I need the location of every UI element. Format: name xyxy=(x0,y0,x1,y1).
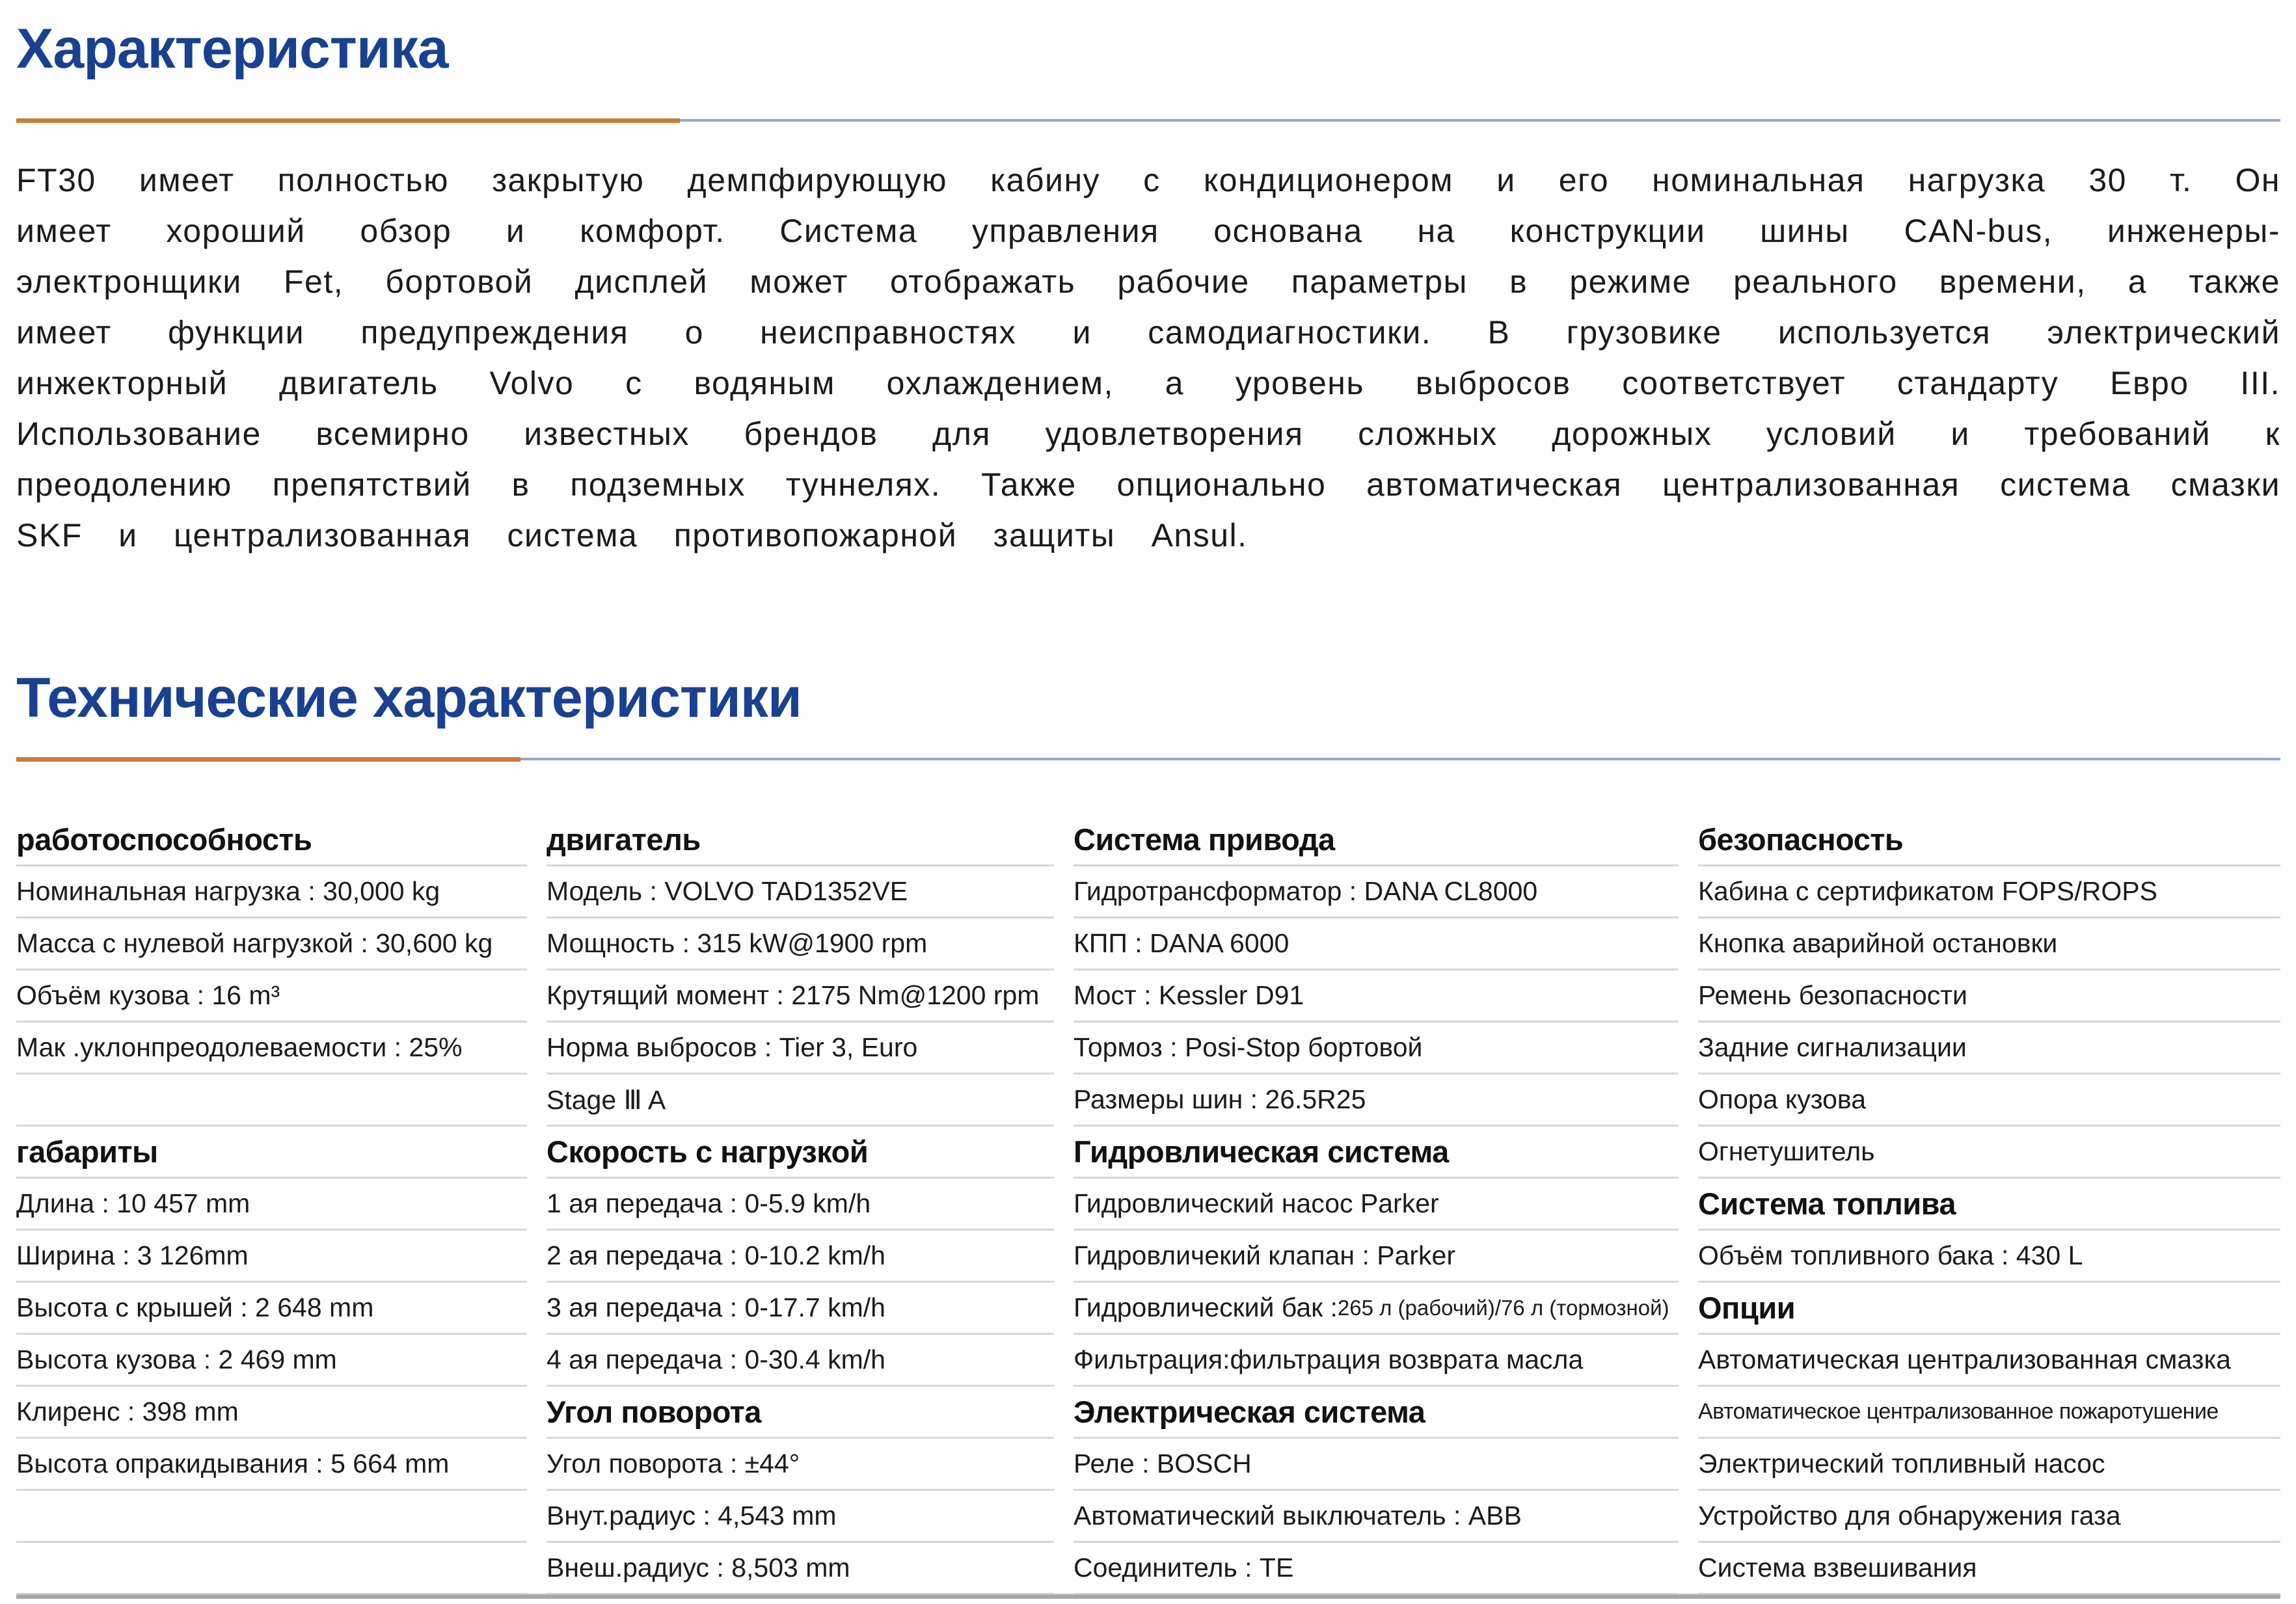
spec-item xyxy=(1698,1023,2280,1075)
spec-item xyxy=(16,1179,527,1231)
spec-item xyxy=(16,1283,527,1335)
spec-item-text: Кнопка аварийной остановки xyxy=(1698,928,2058,958)
spec-item xyxy=(547,1179,1054,1231)
col-drive-hydraulic-electrical xyxy=(1074,814,1679,1595)
spec-item-text: Гидровлический бак : xyxy=(1074,1292,1338,1322)
spec-item-text: Высота опракидывания : 5 664 mm xyxy=(16,1449,450,1478)
spec-section-header-label: габариты xyxy=(16,1134,158,1169)
col-safety-fuel-options xyxy=(1698,814,2280,1595)
accent-bar-orange xyxy=(16,757,520,762)
spec-item xyxy=(547,866,1054,918)
spec-item-text: Клиренс : 398 mm xyxy=(16,1397,239,1426)
spec-item xyxy=(16,970,527,1023)
spec-section-header-label: двигатель xyxy=(547,822,701,857)
spec-item-text: Тормоз : Posi-Stop бортовой xyxy=(1074,1032,1423,1062)
table-bottom-line xyxy=(16,1594,2280,1599)
spec-item xyxy=(1074,1335,1679,1387)
spec-item xyxy=(1698,1543,2280,1595)
col-performance-dimensions xyxy=(16,814,527,1595)
spec-item-text: КПП : DANA 6000 xyxy=(1074,928,1290,958)
spec-item-text: Опора кузова xyxy=(1698,1084,1867,1114)
spec-item xyxy=(547,970,1054,1023)
spec-item-text: 4 ая передача : 0-30.4 km/h xyxy=(547,1344,885,1374)
spec-item xyxy=(547,1439,1054,1491)
spec-item-text: Ширина : 3 126mm xyxy=(16,1240,249,1270)
spec-item-text: Огнетушитель xyxy=(1698,1136,1875,1166)
spec-item-text: Задние сигнализации xyxy=(1698,1032,1967,1062)
spec-item-text: Внут.радиус : 4,543 mm xyxy=(547,1501,837,1530)
spec-section-header xyxy=(1074,814,1679,866)
spec-item xyxy=(1074,866,1679,918)
spec-item-text: Мощность : 315 kW@1900 rpm xyxy=(547,928,928,958)
spec-item xyxy=(1074,1439,1679,1491)
spec-item-text: Объём топливного бака : 430 L xyxy=(1698,1240,2083,1270)
spec-item-text: Автоматическое централизованное пожаротушение xyxy=(1698,1399,2219,1424)
spec-item xyxy=(16,1335,527,1387)
spec-item xyxy=(16,866,527,918)
spec-item-text: Мост : Kessler D91 xyxy=(1074,980,1304,1010)
spec-item-text: Модель : VOLVO TAD1352VE xyxy=(547,876,908,906)
spec-section-header xyxy=(1698,1283,2280,1335)
intro-paragraph: FT30 имеет полностью закрытую демпфирующую кабину с кондиционером и его номинальная нагрузка 30 т. Он имеет хороший обзор и комфорт. Система управления основана на конструкции шины CAN-bus, инженеры-электронщики Fet, бортовой дисплей может отображать рабочие параметры в режиме реального времени, а также имеет функции предупреждения о неисправностях и самодиагностики. В грузовике используется электрический инжекторный двигатель Volvo с водяным охлаждением, а уровень выбросов соответствует стандарту Евро III. Использование всемирно известных брендов для удовлетворения сложных дорожных условий и требований к преодолению препятствий в подземных туннелях. Также опционально автоматическая централизованная система смазки SKF и централизованная система противопожарной защиты Ansul. xyxy=(16,162,2280,554)
spec-section-header-label: Скорость с нагрузкой xyxy=(547,1134,869,1169)
spec-item xyxy=(16,1387,527,1439)
spec-item xyxy=(1698,1075,2280,1127)
spec-item xyxy=(547,1335,1054,1387)
spec-item xyxy=(16,1023,527,1075)
spec-item xyxy=(1698,1335,2280,1387)
section-underline-1 xyxy=(16,118,2280,124)
spec-item-text: Угол поворота : ±44° xyxy=(547,1449,800,1478)
spec-item xyxy=(547,1491,1054,1543)
spec-item-text: Ремень безопасности xyxy=(1698,980,1967,1010)
spec-section-header xyxy=(1698,814,2280,866)
spec-item-text: Размеры шин : 26.5R25 xyxy=(1074,1084,1366,1114)
spec-item-text: Длина : 10 457 mm xyxy=(16,1188,250,1218)
spec-item-small-value: 265 л (рабочий)/76 л (тормозной) xyxy=(1337,1295,1669,1320)
spec-item-text: Масса с нулевой нагрузкой : 30,600 kg xyxy=(16,928,493,958)
spec-item-text: Автоматический выключатель : ABB xyxy=(1074,1501,1522,1530)
spec-section-header xyxy=(1074,1387,1679,1439)
spec-item xyxy=(1074,1491,1679,1543)
spec-item-text: Объём кузова : 16 m³ xyxy=(16,980,280,1010)
spec-section-header-label: Угол поворота xyxy=(547,1395,761,1429)
spec-item-text: Соединитель : TE xyxy=(1074,1553,1294,1583)
spec-item-text: Электрический топливный насос xyxy=(1698,1449,2105,1478)
spec-item-text: Норма выбросов : Tier 3, Euro xyxy=(547,1032,918,1062)
spec-item xyxy=(1074,1179,1679,1231)
spec-item xyxy=(1698,1127,2280,1179)
spec-section-header xyxy=(1074,1127,1679,1179)
spec-item xyxy=(1698,970,2280,1023)
spec-section-header-label: Опции xyxy=(1698,1290,1796,1325)
spec-item-text: Фильтрация:фильтрация возврата масла xyxy=(1074,1344,1584,1374)
section-underline-2 xyxy=(16,757,2280,762)
spec-item xyxy=(1698,866,2280,918)
spec-item-text: 2 ая передача : 0-10.2 km/h xyxy=(547,1240,885,1270)
spec-item xyxy=(1698,1439,2280,1491)
spec-item xyxy=(1074,1283,1679,1335)
spec-item-text: Мак .уклонпреодолеваемости : 25% xyxy=(16,1032,463,1062)
spec-item-text: 1 ая передача : 0-5.9 km/h xyxy=(547,1188,871,1218)
spec-item xyxy=(1074,970,1679,1023)
spec-item xyxy=(547,1023,1054,1075)
spec-item-text: Кабина с сертификатом FOPS/ROPS xyxy=(1698,876,2157,906)
spec-item-text: Гидровлический насос Parker xyxy=(1074,1188,1439,1218)
spec-section-header-label: Электрическая система xyxy=(1074,1395,1425,1429)
spec-item-text: Высота кузова : 2 469 mm xyxy=(16,1344,337,1374)
spec-empty-row xyxy=(16,1543,527,1595)
spec-section-header xyxy=(1698,1179,2280,1231)
spec-item xyxy=(1698,1387,2280,1439)
spec-item xyxy=(16,918,527,970)
spec-item xyxy=(547,1283,1054,1335)
spec-section-header xyxy=(547,814,1054,866)
spec-item xyxy=(1074,1543,1679,1595)
spec-section-header xyxy=(16,814,527,866)
spec-section-header xyxy=(16,1127,527,1179)
spec-item-text: Номинальная нагрузка : 30,000 kg xyxy=(16,876,440,906)
accent-bar-blue-gray xyxy=(520,758,2280,760)
spec-item-text: 3 ая передача : 0-17.7 km/h xyxy=(547,1292,885,1322)
spec-item xyxy=(1698,1231,2280,1283)
spec-item-text: Stage Ⅲ A xyxy=(547,1084,666,1115)
spec-section-header-label: Система привода xyxy=(1074,822,1335,857)
spec-item-text: Высота с крышей : 2 648 mm xyxy=(16,1292,374,1322)
spec-item xyxy=(547,1075,1054,1127)
spec-item-text: Гидровличекий клапан : Parker xyxy=(1074,1240,1455,1270)
spec-item xyxy=(1698,1491,2280,1543)
spec-item xyxy=(1074,1023,1679,1075)
spec-item xyxy=(1698,918,2280,970)
spec-item-text: Автоматическая централизованная смазка xyxy=(1698,1344,2232,1374)
spec-item xyxy=(547,1543,1054,1595)
specs-table xyxy=(16,814,2280,1595)
spec-item xyxy=(1074,1075,1679,1127)
spec-section-header xyxy=(547,1387,1054,1439)
spec-section-header-label: Система топлива xyxy=(1698,1186,1956,1221)
spec-item xyxy=(16,1231,527,1283)
spec-section-header-label: безопасность xyxy=(1698,822,1904,857)
spec-item-text: Реле : BOSCH xyxy=(1074,1449,1252,1478)
spec-item xyxy=(1074,1231,1679,1283)
spec-item xyxy=(16,1439,527,1491)
spec-item-text: Система взвешивания xyxy=(1698,1553,1977,1583)
spec-item xyxy=(1074,918,1679,970)
spec-item xyxy=(547,1231,1054,1283)
spec-item-text: Устройство для обнаружения газа xyxy=(1698,1501,2121,1530)
accent-bar-orange xyxy=(16,118,680,123)
spec-item-text: Внеш.радиус : 8,503 mm xyxy=(547,1553,850,1583)
page-title-technical-specs: Технические характеристики xyxy=(16,667,802,729)
spec-item-text: Гидротрансформатор : DANA CL8000 xyxy=(1074,876,1538,906)
spec-section-header xyxy=(547,1127,1054,1179)
spec-item xyxy=(547,918,1054,970)
col-engine-speed-turning xyxy=(547,814,1054,1595)
spec-empty-row xyxy=(16,1491,527,1543)
page-title-characteristics: Характеристика xyxy=(16,18,448,80)
spec-section-header-label: Гидровлическая система xyxy=(1074,1134,1449,1169)
spec-empty-row xyxy=(16,1075,527,1127)
spec-item-text: Крутящий момент : 2175 Nm@1200 rpm xyxy=(547,980,1040,1010)
accent-bar-blue-gray xyxy=(680,119,2280,122)
spec-section-header-label: работоспособность xyxy=(16,822,312,857)
